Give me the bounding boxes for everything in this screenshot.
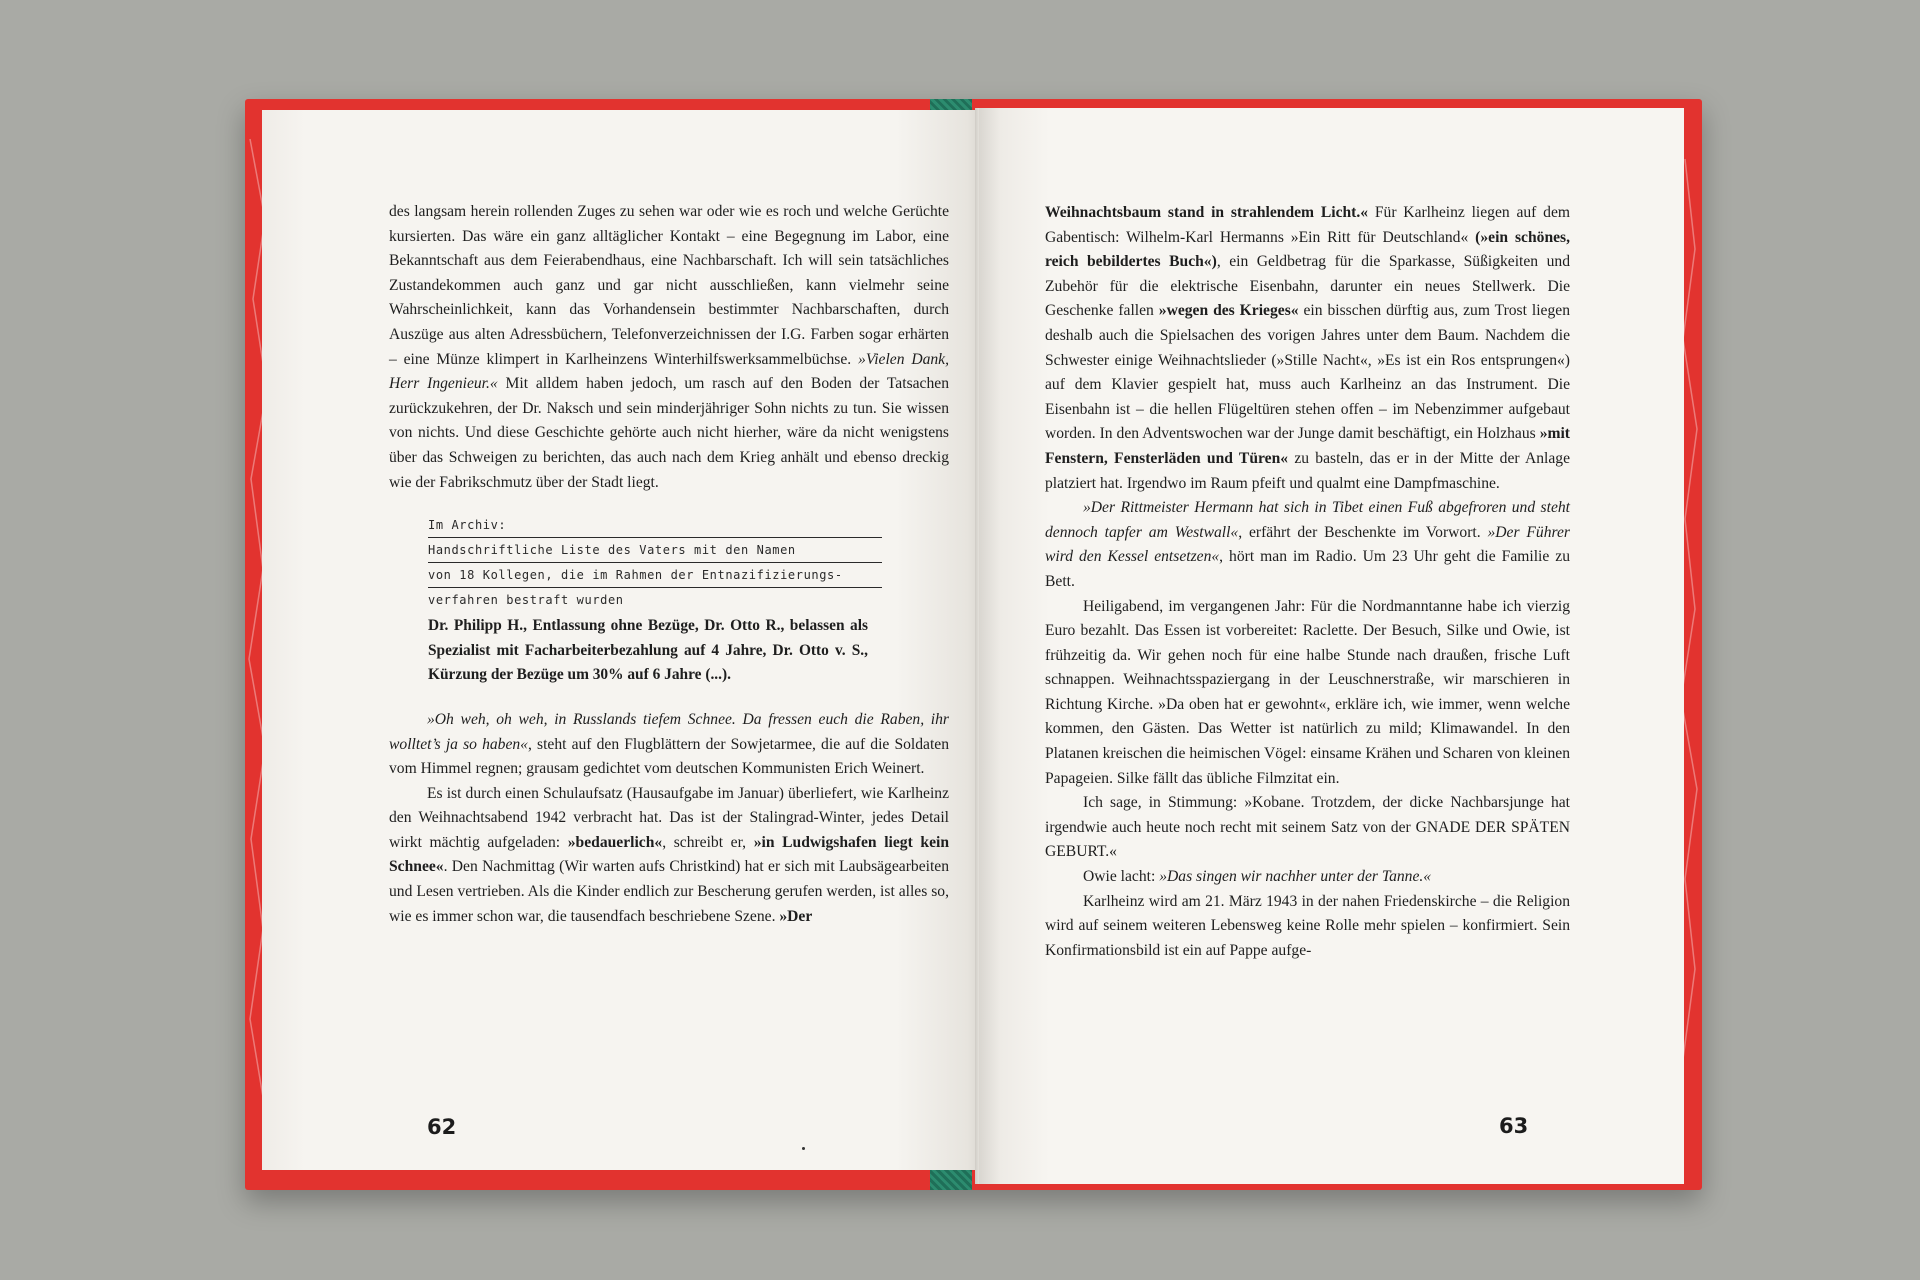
archive-box	[428, 513, 911, 612]
right-paragraph-4: Ich sage, in Stimmung: »Kobane. Trotzdem, der dicke Nachbarsjunge hat irgendwie auch heute noch recht mit seinem Satz von der GNADE DER SPÄTEN GEBURT.«	[1045, 794, 1570, 861]
page-number-right: 63	[1499, 1114, 1529, 1138]
text-run: , schreibt er,	[662, 833, 747, 851]
text-run: Es ist durch einen Schulaufsatz (Hausaufgabe im Januar) überliefert, wie Karlheinz den Weihnachtsabend 1942 verbracht hat. Das ist der Stalingrad-Winter, jedes Detail wirkt mächtig aufgeladen:	[389, 784, 949, 851]
italic-quote: »Das singen wir nachher unter der Tanne.«	[1159, 868, 1432, 886]
bold-quote: »in Ludwigshafen liegt kein Schnee«	[389, 833, 949, 876]
right-page	[979, 108, 1684, 1184]
bold-quote: »Der	[779, 907, 813, 925]
right-paragraph-1	[1045, 201, 1570, 496]
text-run: ein bisschen dürftig aus, zum Trost liegen deshalb auch die Spielsachen des vorigen Jahres unter dem Baum. Nachdem die Schwester einige Weihnachtslieder (»Stille Nacht«, »Es ist ein Ros entsprungen«) auf dem Klavier gespielt hat, muss auch Karlheinz an das Instrument. Die Eisenbahn ist – die hellen Flügeltüren stehen offen – im Nebenzimmer aufgebaut worden. In den Adventswochen war der Junge damit beschäftigt, ein Holzhaus	[1045, 302, 1570, 443]
bold-quote: »bedauerlich«	[567, 833, 663, 851]
page-number-left: 62	[427, 1115, 457, 1139]
text-run: des langsam herein rollenden Zuges zu sehen war oder wie es roch und welche Gerüchte kursierten. Das wäre ein ganz alltäglicher Kontakt – eine Begegnung im Labor, eine Bekanntschaft aus dem Feierabendhaus, eine Nachbarschaft. Ich will sein tatsächliches Zustandekommen auch ganz und gar nicht ausschließen, kann vielmehr seine Wahrscheinlichkeit, kann das Vorhandensein bestimmter Nachbarschaften, durch Auszüge aus alten Adressbüchern, Telefonverzeichnissen der I.G. Farben sogar erhärten – eine Münze klimpert in Karlheinzens Winterhilfswerksammelbüchse.	[389, 203, 949, 368]
archive-line: Handschriftliche Liste des Vaters mit den Namen	[428, 538, 882, 563]
archive-line: verfahren bestraft wurden	[428, 593, 624, 608]
text-run: , erfährt der Beschenkte im Vorwort.	[1238, 523, 1481, 541]
right-paragraph-6: Karlheinz wird am 21. März 1943 in der nahen Friedenskirche – die Religion wird auf seinem weiteren Lebensweg keine Rolle mehr spielen – konfirmiert. Sein Konfirmationsbild ist ein auf Pappe aufge-	[1045, 892, 1570, 959]
right-paragraph-2	[1045, 496, 1570, 594]
left-page-text	[389, 200, 949, 929]
text-run: . Den Nachmittag (Wir warten aufs Christkind) hat er sich mit Laubsägearbeiten und Lesen vertrieben. Als die Kinder endlich zur Bescherung gerufen werden, ist alles so, wie es immer schon war, die tausendfach beschriebene Szene.	[389, 858, 949, 925]
text-run: , ein Geldbetrag für die Sparkasse, Süßigkeiten und Zubehör für die elektrische Eisenbahn, darunter ein neues Stellwerk. Die Geschenke fallen	[1045, 253, 1571, 320]
italic-quote: »Oh weh, oh weh, in Russlands tiefem Schnee. Da fressen euch die Raben, ihr wolltet’s ja so haben«	[389, 710, 949, 753]
print-dot	[802, 1147, 805, 1150]
left-paragraph-3	[389, 782, 949, 930]
archive-line: Im Archiv:	[428, 513, 882, 538]
left-paragraph-2	[389, 708, 949, 782]
bold-quote: Weihnachtsbaum stand in strahlendem Licht.«	[1045, 204, 1369, 221]
bold-quote: »wegen des Krieges«	[1158, 302, 1299, 320]
text-run: , hört man im Radio. Um 23 Uhr geht die Familie zu Bett.	[1045, 548, 1570, 590]
bold-quote: (»ein schönes, reich bebildertes Buch«)	[1045, 228, 1571, 271]
text-run: Für Karlheinz liegen auf dem Gabentisch: Wilhelm-Karl Hermanns »Ein Ritt für Deutschland«	[1045, 204, 1571, 246]
text-run: Owie lacht:	[1083, 868, 1156, 886]
right-paragraph-5	[1045, 865, 1570, 890]
left-page	[262, 110, 982, 1170]
italic-quote: »Vielen Dank, Herr Ingenieur.«	[389, 350, 949, 393]
text-run: zu basteln, das er in der Mitte der Anlage platziert hat. Irgendwo im Raum pfeift und qualmt eine Dampfmaschine.	[1045, 449, 1570, 492]
bold-quote: »mit Fenstern, Fensterläden und Türen«	[1045, 425, 1570, 467]
text-run: , steht auf den Flugblättern der Sowjetarmee, die auf die Soldaten vom Himmel regnen; grausam gedichtet vom deutschen Kommunisten Erich Weinert.	[389, 735, 950, 778]
archive-line: von 18 Kollegen, die im Rahmen der Entnazifizierungs-	[428, 563, 882, 588]
archive-quote: Dr. Philipp H., Entlassung ohne Bezüge, Dr. Otto R., belassen als Spezialist mit Facharbeiterbezahlung auf 4 Jahre, Dr. Otto v. S., Kürzung der Bezüge um 30% auf 6 Jahre (...).	[428, 617, 868, 684]
right-paragraph-3: Heiligabend, im vergangenen Jahr: Für die Nordmanntanne habe ich vierzig Euro bezahlt. Das Essen ist vorbereitet: Raclette. Der Besuch, Silke und Owie, ist frühzeitig da. Wir gehen noch für eine halbe Stunde nach draußen, frische Luft schnappen. Weihnachtsspaziergang in der Leuschnerstraße, wir marschieren in Richtung Kirche. »Da oben hat er gewohnt«, erkläre ich, wie immer, wenn welche kommen, den Gästen. Das Wetter ist natürlich zu mild; Klimawandel. In den Platanen kreischen die heimischen Vögel: einsame Krähen und Scharen von kleinen Papageien. Silke fällt das übliche Filmzitat ein.	[1045, 597, 1570, 787]
left-paragraph-1	[389, 200, 949, 495]
italic-quote: »Der Rittmeister Hermann hat sich in Tibet einen Fuß abgefroren und steht dennoch tapfer am Westwall«	[1045, 499, 1570, 541]
right-page-text	[1045, 201, 1570, 963]
text-run: Mit alldem haben jedoch, um rasch auf den Boden der Tatsachen zurückzukehren, der Dr. Naksch und sein minderjähriger Sohn nichts zu tun. Sie wissen von nichts. Und diese Geschichte gehörte auch nicht hierher, wäre da nicht wenigstens über das Schweigen zu berichten, das auch nach dem Krieg anhält und ebenso dreckig wie der Fabrikschmutz über der Stadt liegt.	[389, 375, 949, 491]
italic-quote: »Der Führer wird den Kessel entsetzen«	[1045, 523, 1570, 566]
